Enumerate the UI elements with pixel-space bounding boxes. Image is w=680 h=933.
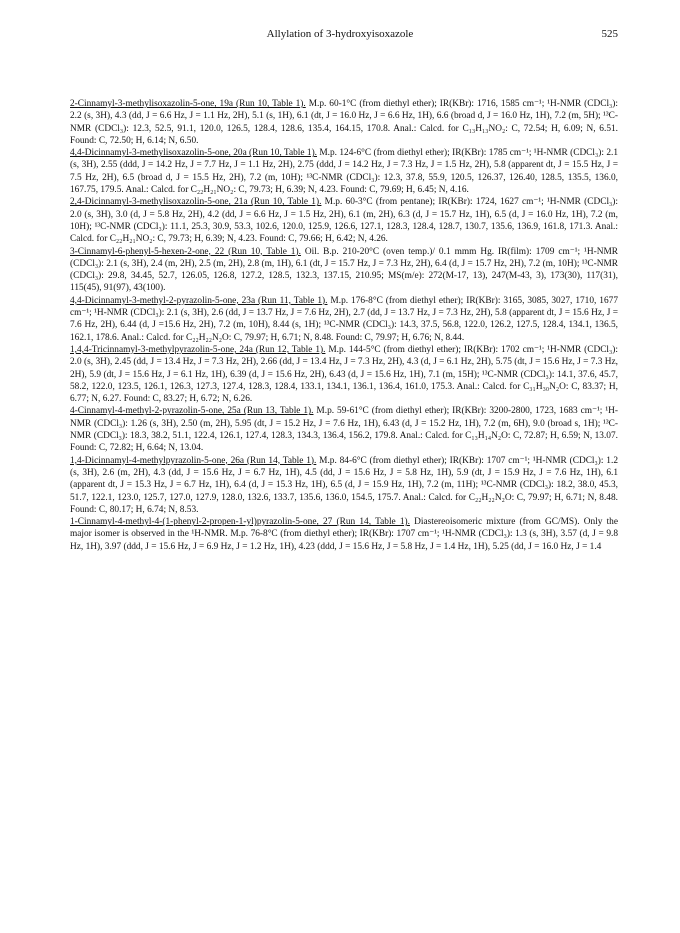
compound-data: M.p. 60-3°C (from pentane); IR(KBr): 1724, 1627 cm⁻¹; ¹H-NMR (CDCl₃): 2.0 (s, 3H), 3.0 (d, J = 5.8 Hz, 2H), 4.2 (dd, J = 6.6 Hz, J = 1.5 Hz, 2H), 6.1 (m, 2H), 6.3 (d, J = 15.7 Hz, 1H), 6.5 (d, J = 16.0 Hz, 1H), 7.2 (m, 10H); ¹³C-NMR (CDCl₃): 11.1, 25.3, 30.9, 53.3, 102.6, 120.0, 125.9, 126.6, 127.1, 128.3, 128.4, 128.7, 130.7, 135.6, 136.9, 161.8, 171.3. Anal.: Calcd. for C₂₂H₂₁NO₂: C, 79.73; H, 6.39; N, 4.23. Found: C, 79.66; H, 6.42; N, 4.26.: [70, 197, 619, 245]
compound-entry-21a: [70, 196, 618, 245]
compound-entry-19a: [70, 98, 618, 147]
compound-data: M.p. 124-6°C (from diethyl ether); IR(KBr): 1785 cm⁻¹; ¹H-NMR (CDCl₃): 2.1 (s, 3H), 2.55 (ddd, J = 14.2 Hz, J = 7.7 Hz, J = 1.1 Hz, 2H), 2.75 (ddd, J = 14.2 Hz, J = 7.3 Hz, J = 1.5 Hz, 2H), 5.8 (apparent dt, J = 15.5 Hz, J = 7.5 Hz, 2H), 6.5 (broad d, J = 15.5 Hz, 2H), 7.2 (m, 10H); ¹³C-NMR (CDCl₃): 12.3, 37.8, 55.9, 120.5, 126.37, 126.40, 128.5, 135.5, 136.0, 167.75, 179.5. Anal.: Calcd. for C₂₂H₂₁NO₂: C, 79.73; H, 6.39; N, 4.23. Found: C, 79.69; H, 6.45; N, 4.16.: [70, 148, 619, 196]
compound-data: M.p. 176-8°C (from diethyl ether); IR(KBr): 3165, 3085, 3027, 1710, 1677 cm⁻¹; ¹H-NMR (CDCl₃): 2.1 (s, 3H), 2.6 (dd, J = 13.7 Hz, J = 7.6 Hz, 2H), 2.7 (dd, J = 13.7 Hz, J = 7.3 Hz, 2H), 5.8 (apparent dt, J = 15.6 Hz, J = 7.6 Hz, 2H), 6.44 (d, J =15.6 Hz, 2H), 7.2 (m, 10H), 8.44 (s, 1H); ¹³C-NMR (CDCl₃): 14.3, 37.5, 56.8, 122.0, 126.2, 127.5, 128.4, 134.1, 136.5, 162.1, 178.6. Anal.: Calcd. for C₂₂H₂₂N₂O: C, 79.97; H, 6.71; N, 8.48. Found: C, 79.97; H, 6.76; N, 8.44.: [70, 295, 618, 343]
compound-entry-25a: [70, 405, 618, 454]
compound-name: 1,4,4-Tricinnamyl-3-methylpyrazolin-5-one, 24a (Run 12, Table 1).: [70, 344, 326, 355]
page-number: 525: [601, 28, 618, 40]
compound-data: M.p. 144-5°C (from diethyl ether); IR(KBr): 1702 cm⁻¹; ¹H-NMR (CDCl₃): 2.0 (s, 3H), 2.45 (dd, J = 13.4 Hz, J = 7.3 Hz, 2H), 2.66 (dd, J = 13.4 Hz, J = 7.3 Hz, 2H), 4.3 (d, J = 6.1 Hz, 2H), 5.75 (dt, J = 15.6 Hz, J = 7.3 Hz, 2H), 5.9 (dt, J = 15.6 Hz, J = 6.1 Hz, 1H), 6.39 (d, J = 15.6 Hz, 2H), 6.43 (d, J = 15.6 Hz, 1H), 7.1 (m, 15H); ¹³C-NMR (CDCl₃): 14.1, 37.6, 45.7, 58.2, 122.0, 123.5, 126.1, 126.3, 127.3, 127.4, 128.3, 128.4, 133.1, 134.1, 136.1, 136.4, 161.0, 175.3. Anal.: Calcd. for C₃₁H₃₀N₂O: C, 83.37; H, 6.77; N, 6.27. Found: C, 83.27; H, 6.72; N, 6.26.: [70, 344, 618, 405]
experimental-body: [70, 98, 618, 553]
compound-entry-27: [70, 516, 618, 553]
running-head: [0, 28, 680, 44]
compound-name: 4,4-Dicinnamyl-3-methyl-2-pyrazolin-5-one, 23a (Run 11, Table 1).: [70, 295, 328, 306]
compound-entry-23a: [70, 295, 618, 344]
compound-name: 3-Cinnamyl-6-phenyl-5-hexen-2-one, 22 (Run 10, Table 1).: [70, 246, 301, 257]
compound-data: M.p. 84-6°C (from diethyl ether); IR(KBr): 1707 cm⁻¹; ¹H-NMR (CDCl₃): 1.2 (s, 3H), 2.6 (m, 2H), 4.3 (dd, J = 15.6 Hz, J = 6.7 Hz, 1H), 4.5 (dd, J = 15.6 Hz, J = 5.8 Hz, 1H), 5.9 (dt, J = 15.9 Hz, J = 7.6 Hz, 1H), 6.1 (apparent dt, J = 15.3 Hz, J = 6.7 Hz, 1H), 6.4 (d, J = 15.3 Hz, 1H), 6.5 (d, J = 15.9 Hz, 1H), 7.2 (m, 11H); ¹³C-NMR (CDCl₃): 18.2, 38.0, 45.3, 51.7, 122.1, 123.0, 125.7, 127.0, 127.9, 128.0, 132.6, 133.7, 135.6, 136.0, 154.5, 175.7. Anal.: Calcd. for C₂₂H₂₂N₂O: C, 79.97; H, 6.71; N, 8.48. Found: C, 80.17; H, 6.74; N, 8.53.: [70, 455, 618, 515]
compound-data: Diastereoisomeric mixture (from GC/MS). Only the major isomer is observed in the ¹H-NMR. M.p. 76-8°C (from diethyl ether); IR(KBr): 1707 cm⁻¹; ¹H-NMR (CDCl₃): 1.3 (s, 3H), 3.57 (d, J = 9.8 Hz, 1H), 3.97 (ddd, J = 15.6 Hz, J = 6.9 Hz, J = 1.2 Hz, 1H), 4.23 (ddd, J = 15.6 Hz, J = 5.8 Hz, J = 1.4 Hz, 1H), 5.25 (dd, J = 16.0 Hz, J = 1.4: [70, 517, 618, 552]
compound-entry-26a: [70, 455, 618, 516]
compound-name: 1,4-Dicinnamyl-4-methylpyrazolin-5-one, 26a (Run 14, Table 1).: [70, 455, 317, 466]
compound-name: 4,4-Dicinnamyl-3-methylisoxazolin-5-one, 20a (Run 10, Table 1).: [70, 148, 318, 159]
compound-name: 2,4-Dicinnamyl-3-methylisoxazolin-5-one, 21a (Run 10, Table 1).: [70, 197, 322, 208]
compound-entry-24a: [70, 344, 618, 405]
compound-name: 4-Cinnamyl-4-methyl-2-pyrazolin-5-one, 25a (Run 13, Table 1).: [70, 406, 314, 417]
running-title: Allylation of 3-hydroxyisoxazole: [266, 28, 414, 40]
compound-name: 2-Cinnamyl-3-methylisoxazolin-5-one, 19a (Run 10, Table 1).: [70, 99, 306, 109]
compound-data: M.p. 60-1°C (from diethyl ether); IR(KBr): 1716, 1585 cm⁻¹; ¹H-NMR (CDCl₃): 2.2 (s, 3H), 4.3 (dd, J = 6.6 Hz, J = 1.1 Hz, 2H), 5.1 (s, 1H), 6.1 (dt, J = 16.0 Hz, J = 6.6 Hz, 1H), 6.6 (broad d, J = 16.0 Hz, 1H), 7.2 (m, 5H); ¹³C-NMR (CDCl₃): 12.3, 52.5, 91.1, 120.0, 126.5, 128.4, 128.6, 135.4, 164.15, 170.8. Anal.: Calcd. for C₁₃H₁₃NO₂: C, 72.54; H, 6.09; N, 6.51. Found: C, 72.50; H, 6.14; N, 6.50.: [70, 99, 619, 146]
compound-entry-20a: [70, 147, 618, 196]
compound-data: Oil. B.p. 210-20°C (oven temp.)/ 0.1 mmm Hg. IR(film): 1709 cm⁻¹; ¹H-NMR (CDCl₃): 2.1 (s, 3H), 2.4 (m, 2H), 2.5 (m, 2H), 2.8 (m, 1H), 6.1 (dt, J = 15.7 Hz, J = 7.3 Hz, 2H), 6.4 (d, J = 15.7 Hz, 2H), 7.2 (m, 10H); ¹³C-NMR (CDCl₃): 29.8, 34.45, 52.7, 126.05, 126.8, 127.2, 128.5, 132.3, 137.15, 210.95; MS(m/e): 272(M-17, 13), 247(M-43, 3), 173(30), 117(31), 115(45), 91(97), 43(100).: [70, 246, 618, 294]
compound-entry-22: [70, 246, 618, 295]
compound-name: 1-Cinnamyl-4-methyl-4-(1-phenyl-2-propen-1-yl)pyrazolin-5-one, 27 (Run 14, Table 1).: [70, 517, 410, 528]
compound-data: M.p. 59-61°C (from diethyl ether); IR(KBr): 3200-2800, 1723, 1683 cm⁻¹; ¹H-NMR (CDCl₃): 1.26 (s, 3H), 2.50 (m, 2H), 5.95 (dt, J = 15.2 Hz, J = 7.6 Hz, 1H), 6.43 (d, J = 15.2 Hz, 1H), 7.2 (m, 6H), 9.0 (broad s, 1H); ¹³C-NMR (CDCl₃): 18.3, 38.2, 51.1, 122.4, 126.1, 127.4, 128.3, 134.3, 136.4, 156.2, 179.8. Anal.: Calcd. for C₁₃H₁₄N₂O: C, 72.87; H, 6.59; N, 13.07. Found: C, 72.82; H, 6.64; N, 13.04.: [70, 406, 618, 454]
